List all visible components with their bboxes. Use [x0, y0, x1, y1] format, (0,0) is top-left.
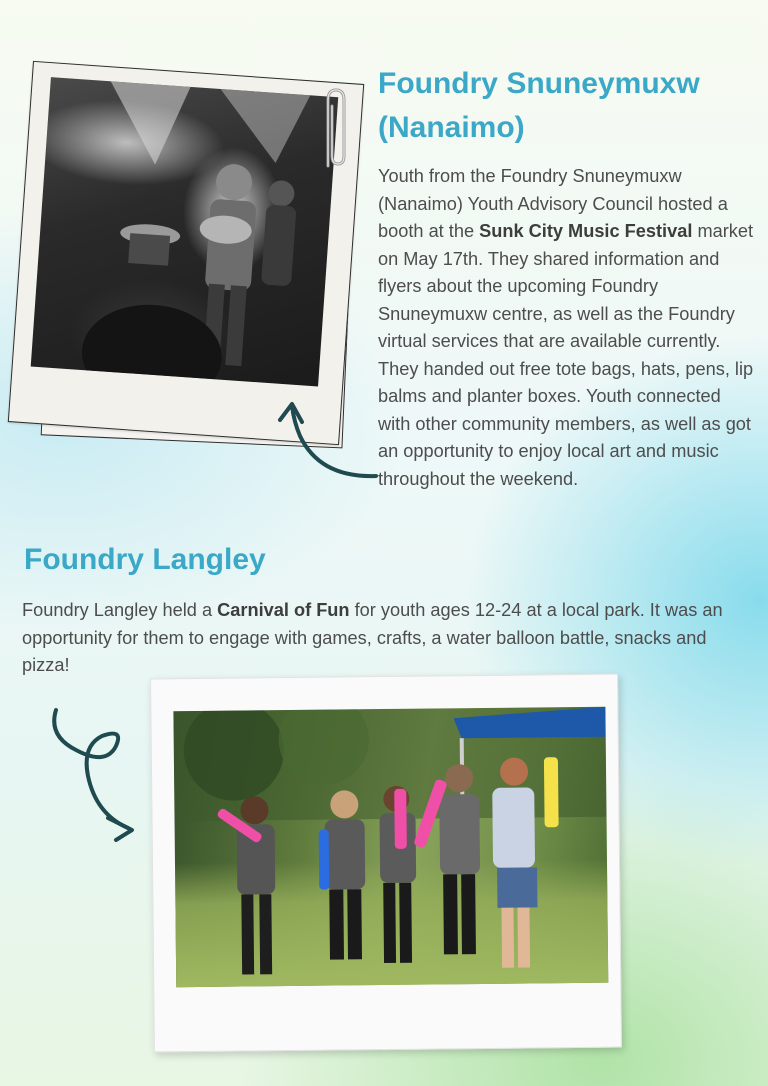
polaroid-frame-langley [150, 674, 622, 1053]
concert-photo [31, 77, 339, 386]
festival-name: Sunk City Music Festival [479, 221, 693, 241]
section-title-nanaimo: Foundry Snuneymuxw (Nanaimo) [378, 67, 700, 144]
event-name: Carnival of Fun [217, 600, 350, 620]
section-paragraph-nanaimo [378, 163, 756, 493]
paragraph-text: for youth ages 12-24 at a local park. It was an opportunity for them to engage with games, crafts, a water balloon battle, snacks and pizza! [22, 600, 723, 675]
section-paragraph-langley [22, 597, 752, 680]
carnival-photo [173, 707, 608, 988]
section-title-langley: Foundry Langley [24, 543, 266, 576]
polaroid-frame-nanaimo [8, 61, 364, 445]
paragraph-text: Youth from the Foundry Snuneymuxw (Nanaimo) Youth Advisory Council hosted a booth at the [378, 166, 728, 241]
paragraph-text: Foundry Langley held a [22, 600, 218, 620]
paragraph-text: market on May 17th. They shared information and flyers about the upcoming Foundry Snuneymuxw centre, as well as the Foundry virtual services that are available currently. They handed out free tote bags, hats, pens, lip balms and planter boxes. Youth connected with other community members, as well as got an opportunity to enjoy local art and music throughout the weekend. [378, 221, 754, 489]
loop-arrow-icon [46, 706, 146, 846]
paperclip-icon [318, 86, 354, 176]
curved-arrow-icon [270, 396, 382, 486]
